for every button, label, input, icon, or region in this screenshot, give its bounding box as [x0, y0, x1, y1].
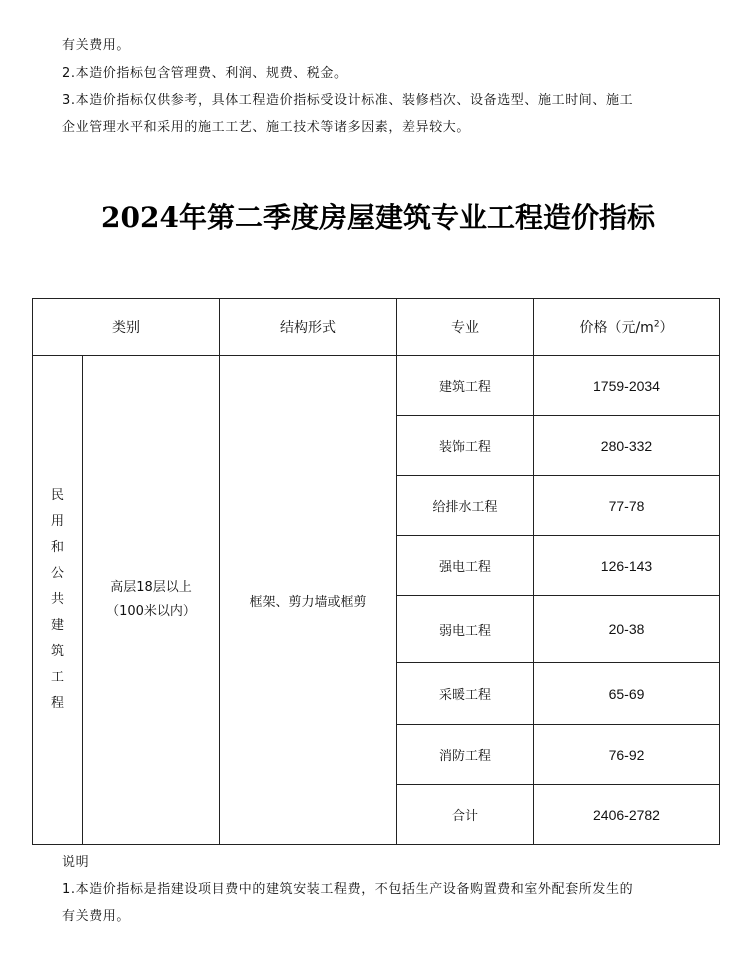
category-char: 用 — [50, 514, 64, 529]
header-specialty: 专业 — [397, 299, 534, 356]
table-header-row — [33, 299, 720, 356]
category-cell — [33, 356, 83, 845]
note-line: 企业管理水平和采用的施工工艺、施工技术等诸多因素，差异较大。 — [62, 120, 471, 135]
header-price-sup: 2 — [653, 319, 660, 330]
specialty-cell: 弱电工程 — [397, 596, 534, 663]
category-char: 和 — [50, 540, 64, 555]
price-cell: 20-38 — [534, 596, 720, 663]
price-cell: 65-69 — [534, 663, 720, 725]
category-char: 程 — [50, 696, 64, 711]
note-line: 1.本造价指标是指建设项目费中的建筑安装工程费，不包括生产设备购置费和室外配套所发生的 — [62, 882, 634, 897]
specialty-cell: 消防工程 — [397, 725, 534, 785]
category-char: 工 — [50, 670, 64, 685]
price-cell-total: 2406-2782 — [534, 785, 720, 845]
specialty-cell: 装饰工程 — [397, 416, 534, 476]
header-category: 类别 — [33, 299, 220, 356]
category-char: 民 — [50, 488, 64, 503]
category-char: 建 — [50, 618, 64, 633]
category-char: 公 — [50, 566, 64, 581]
subcategory-cell — [83, 356, 220, 845]
note-line: 有关费用。 — [62, 909, 131, 924]
specialty-cell: 采暖工程 — [397, 663, 534, 725]
cost-index-table — [32, 298, 720, 845]
specialty-cell: 强电工程 — [397, 536, 534, 596]
note-line: 3.本造价指标仅供参考，具体工程造价指标受设计标准、装修档次、设备选型、施工时间、施工 — [62, 93, 634, 108]
specialty-cell: 给排水工程 — [397, 476, 534, 536]
note-line: 2.本造价指标包含管理费、利润、规费、税金。 — [62, 66, 348, 81]
price-cell: 280-332 — [534, 416, 720, 476]
category-char: 筑 — [50, 644, 64, 659]
price-cell: 1759-2034 — [534, 356, 720, 416]
price-cell: 76-92 — [534, 725, 720, 785]
subcategory-line1: 高层18层以上 — [110, 580, 192, 595]
specialty-cell: 建筑工程 — [397, 356, 534, 416]
price-cell: 77-78 — [534, 476, 720, 536]
table-row — [33, 356, 720, 416]
category-char: 共 — [50, 592, 64, 607]
page-title: 2024年第二季度房屋建筑专业工程造价指标 — [101, 201, 655, 234]
price-cell: 126-143 — [534, 536, 720, 596]
header-price-prefix: 价格（元/m — [579, 320, 654, 336]
note-line: 有关费用。 — [62, 38, 131, 53]
header-price-suffix: ） — [659, 320, 674, 336]
header-structure: 结构形式 — [220, 299, 397, 356]
notes-heading: 说明 — [62, 855, 90, 870]
specialty-cell-total: 合计 — [397, 785, 534, 845]
header-price — [534, 299, 720, 356]
subcategory-line2: （100米以内） — [106, 604, 196, 619]
structure-cell: 框架、剪力墙或框剪 — [220, 356, 397, 845]
